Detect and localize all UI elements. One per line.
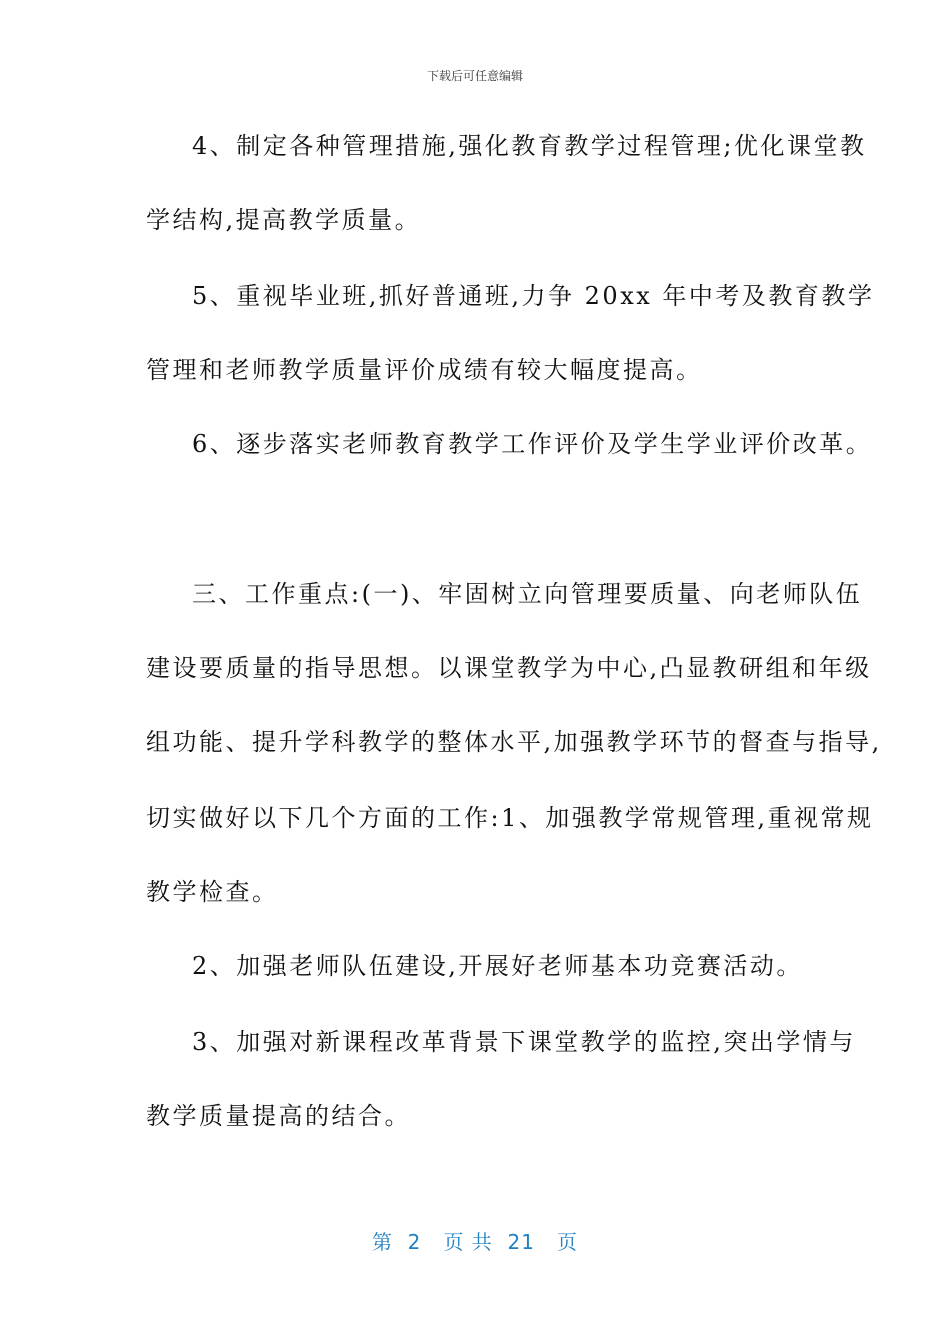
paragraph-line: 建设要质量的指导思想。以课堂教学为中心,凸显教研组和年级: [146, 654, 872, 682]
paragraph-line: 3、加强对新课程改革背景下课堂教学的监控,突出学情与: [192, 1028, 856, 1056]
paragraph-line: 管理和老师教学质量评价成绩有较大幅度提高。: [146, 356, 703, 384]
paragraph-line: 教学检查。: [146, 878, 279, 906]
paragraph-line: 三、工作重点:(一)、牢固树立向管理要质量、向老师队伍: [192, 580, 863, 608]
paragraph-line: 5、重视毕业班,抓好普通班,力争 20xx 年中考及教育教学: [192, 282, 875, 310]
paragraph-line: 学结构,提高教学质量。: [146, 206, 422, 234]
page-footer: 第 2 页 共 21 页: [371, 1230, 579, 1254]
paragraph-line: 6、逐步落实老师教育教学工作评价及学生学业评价改革。: [192, 430, 873, 458]
paragraph-line: 4、制定各种管理措施,强化教育教学过程管理;优化课堂教: [192, 132, 867, 160]
paragraph-line: 组功能、提升学科教学的整体水平,加强教学环节的督查与指导,: [146, 728, 882, 756]
paragraph-line: 切实做好以下几个方面的工作:1、加强教学常规管理,重视常规: [146, 804, 874, 832]
paragraph-line: 2、加强老师队伍建设,开展好老师基本功竞赛活动。: [192, 952, 803, 980]
paragraph-line: 教学质量提高的结合。: [146, 1102, 411, 1130]
header-note: 下载后可任意编辑: [426, 69, 523, 83]
